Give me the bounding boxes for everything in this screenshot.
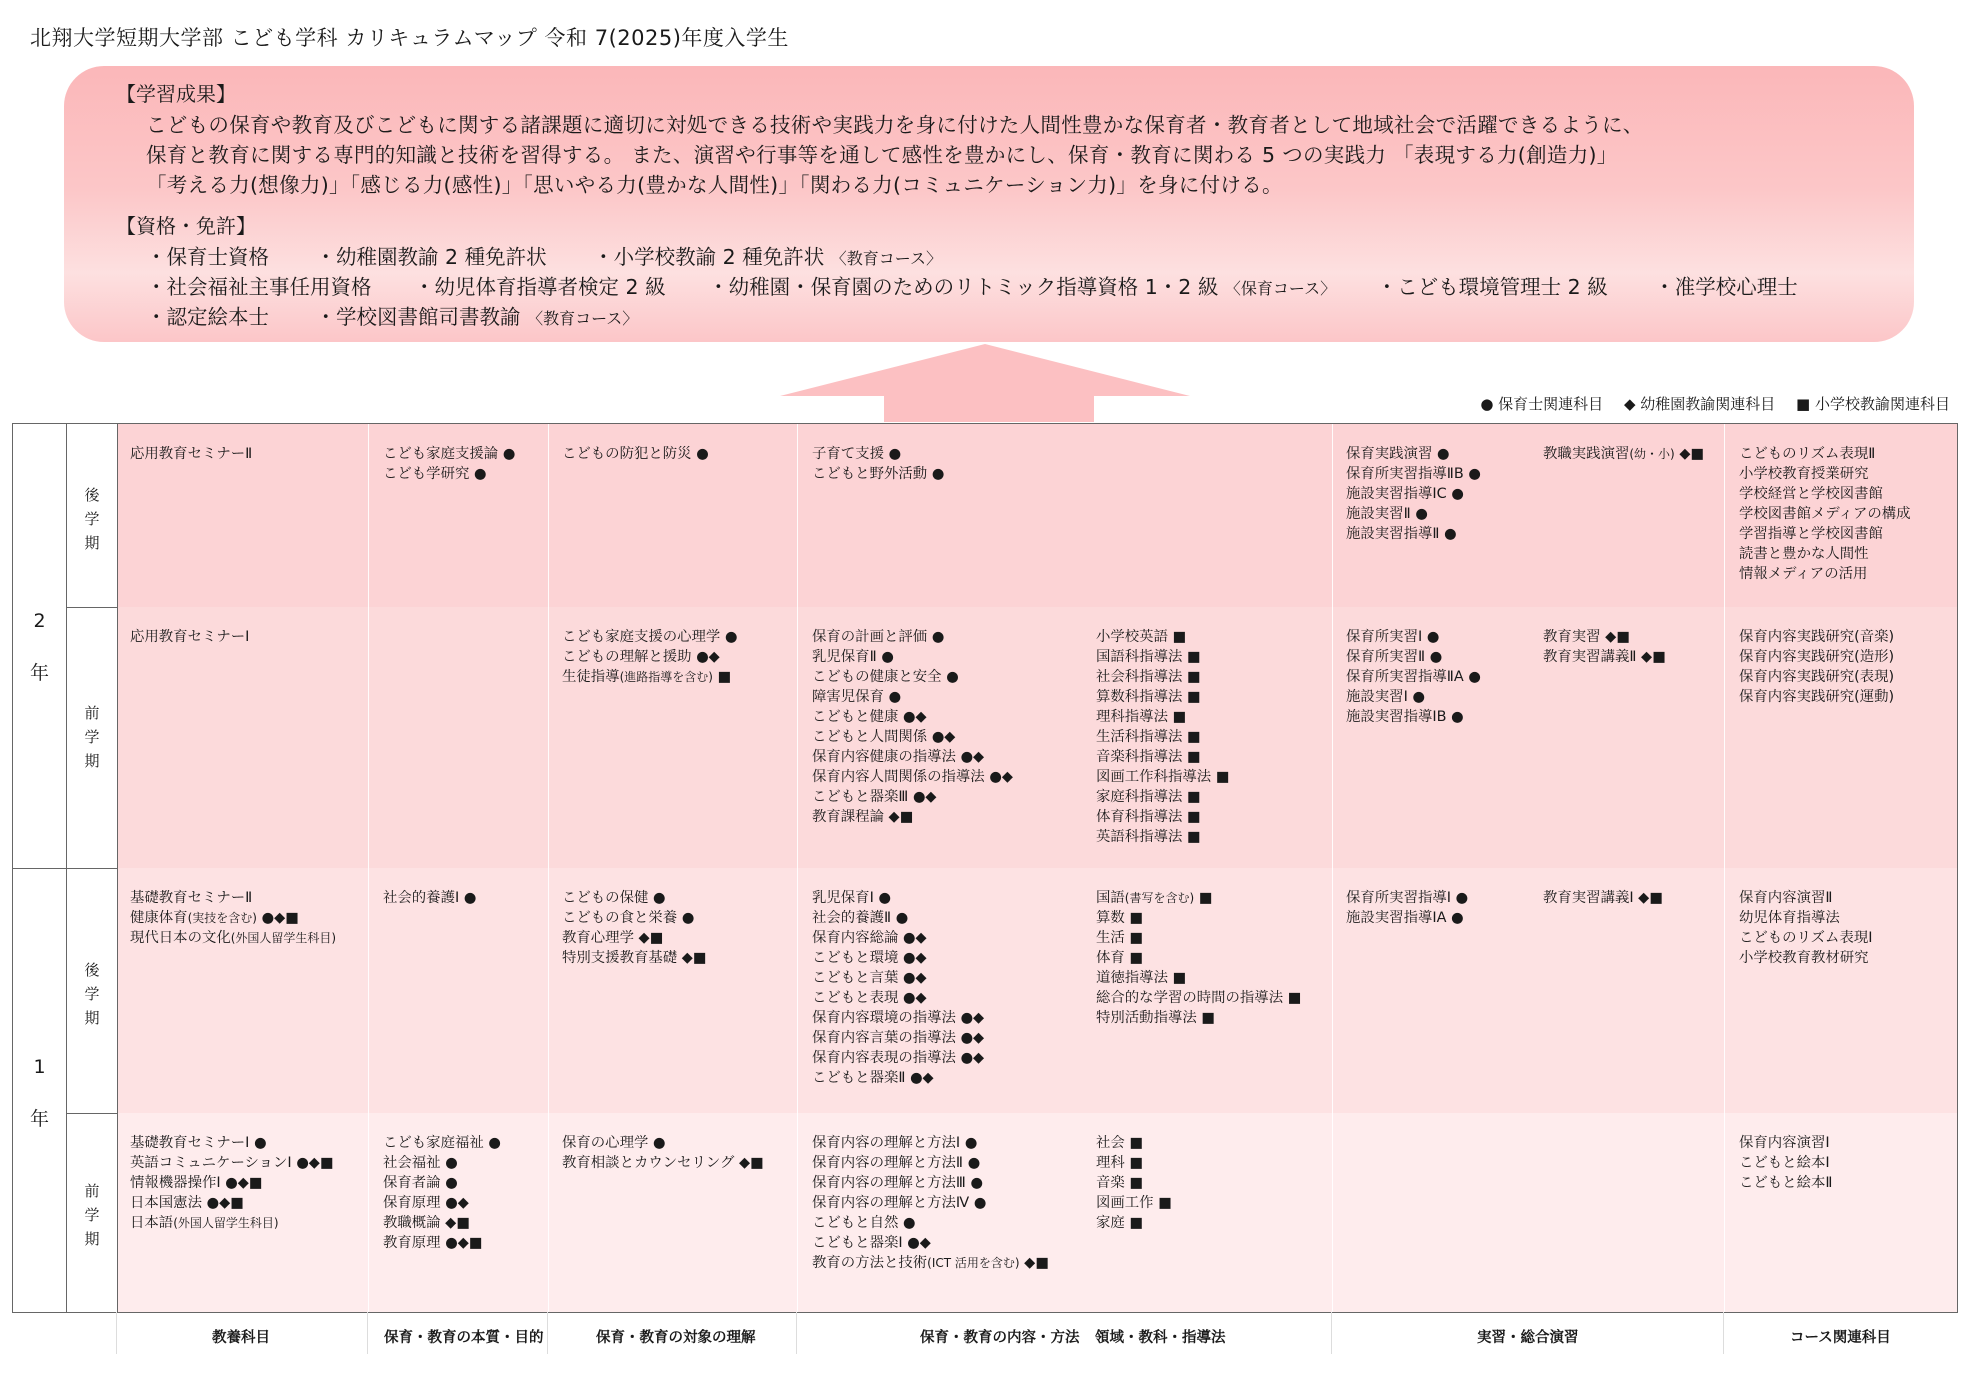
footer-content-methods: 保育・教育の内容・方法 <box>920 1330 1080 1346</box>
course: 社会的養護Ⅱ ● <box>812 910 909 926</box>
footer-labels <box>0 1312 1968 1354</box>
course: 応用教育セミナーⅡ <box>130 446 253 462</box>
course: 施設実習指導ⅠA ● <box>1346 910 1464 926</box>
course: こどもと器楽Ⅱ ●◆ <box>812 1070 934 1086</box>
course: 理科指導法 ■ <box>1096 709 1187 725</box>
course: こども学研究 ● <box>383 466 487 482</box>
qualification-note: 〈保育コース〉 <box>1224 279 1337 298</box>
qualification-item: ・小学校教諭 2 種免許状 <box>593 245 825 269</box>
course: 現代日本の文化(外国人留学生科目) <box>130 930 337 946</box>
course: 小学校英語 ■ <box>1096 629 1187 645</box>
cell-liberal-y2-late <box>130 444 252 464</box>
course: 保育原理 ●◆ <box>383 1195 469 1211</box>
course: 音楽科指導法 ■ <box>1096 749 1201 765</box>
course: 保育の心理学 ● <box>562 1135 666 1151</box>
course: 体育科指導法 ■ <box>1096 809 1201 825</box>
qualification-item: ・幼児体育指導者検定 2 級 <box>414 275 666 299</box>
course: こどもと絵本Ⅱ <box>1739 1175 1833 1191</box>
course: こどもの保健 ● <box>562 890 666 906</box>
course: 保育内容の理解と方法Ⅳ ● <box>812 1195 987 1211</box>
column-divider <box>368 424 369 1312</box>
cell-teaching-practice-y2-late <box>1543 444 1704 464</box>
course: 保育者論 ● <box>383 1175 458 1191</box>
footer-separator <box>547 1312 548 1354</box>
footer-separator <box>796 1312 797 1354</box>
qualification-note: 〈教育コース〉 <box>830 249 942 268</box>
cell-practicum-y2-late <box>1346 444 1481 544</box>
year1-cell <box>13 868 67 1312</box>
legend-elementary: ■ 小学校教諭関連科目 <box>1796 395 1950 413</box>
course: 保育内容総論 ●◆ <box>812 930 927 946</box>
legend-kindergarten: ◆ 幼稚園教諭関連科目 <box>1623 395 1776 413</box>
qualification-item: ・認定絵本士 <box>146 305 269 329</box>
cell-subjects-y2-early <box>1096 627 1229 847</box>
course: 教育実習 ◆■ <box>1543 629 1630 645</box>
row-divider <box>67 1113 118 1114</box>
cell-essence-y1-early <box>383 1133 501 1253</box>
course: 保育内容実践研究(造形) <box>1739 649 1895 665</box>
cell-subjects-y1-late <box>1096 888 1301 1028</box>
cell-course-related-y1-late <box>1739 888 1872 968</box>
course: こどもと人間関係 ●◆ <box>812 729 956 745</box>
course: 情報メディアの活用 <box>1739 566 1868 582</box>
year-number: 1 <box>33 1056 46 1078</box>
qualifications-row <box>146 240 942 270</box>
cell-course-related-y1-early <box>1739 1133 1832 1193</box>
legend-nursery: ● 保育士関連科目 <box>1480 395 1604 413</box>
cell-course-related-y2-early <box>1739 627 1894 707</box>
course: こども家庭福祉 ● <box>383 1135 501 1151</box>
course: 道徳指導法 ■ <box>1096 970 1187 986</box>
course: 健康体育(実技を含む) ●◆■ <box>130 910 299 926</box>
course: 保育所実習Ⅰ ● <box>1346 629 1440 645</box>
cell-liberal-y1-late <box>130 888 336 948</box>
footer-separator <box>1331 1312 1332 1354</box>
qualifications-row <box>146 270 1798 300</box>
course: 国語科指導法 ■ <box>1096 649 1201 665</box>
course: 社会 ■ <box>1096 1135 1143 1151</box>
course: 保育内容人間関係の指導法 ●◆ <box>812 769 1013 785</box>
course: 応用教育セミナーⅠ <box>130 629 250 645</box>
course: 総合的な学習の時間の指導法 ■ <box>1096 990 1302 1006</box>
cell-essence-y2-late <box>383 444 515 484</box>
course: 英語科指導法 ■ <box>1096 829 1201 845</box>
course: こどもの食と栄養 ● <box>562 910 695 926</box>
course: こどもの健康と安全 ● <box>812 669 959 685</box>
course: 保育内容環境の指導法 ●◆ <box>812 1010 985 1026</box>
course: 教職実践演習(幼・小) ◆■ <box>1543 446 1704 462</box>
qualification-item: ・保育士資格 <box>146 245 269 269</box>
qualification-item: ・学校図書館司書教諭 <box>315 305 521 329</box>
footer-liberal-arts: 教養科目 <box>212 1330 270 1346</box>
course: 生徒指導(進路指導を含む) ■ <box>562 669 732 685</box>
course: 音楽 ■ <box>1096 1175 1143 1191</box>
outcomes-banner <box>64 66 1914 342</box>
cell-target-y2-early <box>562 627 737 687</box>
course: 学習指導と学校図書館 <box>1739 526 1883 542</box>
course: こどものリズム表現Ⅰ <box>1739 930 1873 946</box>
course: 基礎教育セミナーⅠ ● <box>130 1135 267 1151</box>
course: 社会的養護Ⅰ ● <box>383 890 477 906</box>
course: 幼児体育指導法 <box>1739 910 1840 926</box>
footer-target-understanding: 保育・教育の対象の理解 <box>596 1330 756 1346</box>
year-label: 年 <box>29 662 49 684</box>
outcomes-heading: 【学習成果】 <box>116 82 236 106</box>
course: 施設実習指導Ⅱ ● <box>1346 526 1457 542</box>
course: 保育所実習指導ⅡA ● <box>1346 669 1481 685</box>
course: こどもと表現 ●◆ <box>812 990 927 1006</box>
course: 保育所実習指導ⅡB ● <box>1346 466 1481 482</box>
course: 乳児保育Ⅰ ● <box>812 890 891 906</box>
column-divider <box>548 424 549 1312</box>
course: 保育内容表現の指導法 ●◆ <box>812 1050 985 1066</box>
course: 学校経営と学校図書館 <box>1739 486 1883 502</box>
course: 教育相談とカウンセリング ◆■ <box>562 1155 764 1171</box>
cell-liberal-y2-early <box>130 627 249 647</box>
course: こどもと健康 ●◆ <box>812 709 927 725</box>
course: 教育実習講義Ⅱ ◆■ <box>1543 649 1666 665</box>
course: 小学校教育授業研究 <box>1739 466 1869 482</box>
course: こどものリズム表現Ⅱ <box>1739 446 1876 462</box>
semester-early: 前 学 期 <box>67 608 118 868</box>
footer-subjects-methods: 領域・教科・指導法 <box>1095 1330 1226 1346</box>
course: 保育内容実践研究(音楽) <box>1739 629 1895 645</box>
course: こどもと野外活動 ● <box>812 466 945 482</box>
qualification-item: ・幼稚園・保育園のためのリトミック指導資格 1・2 級 <box>708 275 1219 299</box>
cell-teaching-practice-y1-late <box>1543 888 1663 908</box>
outcomes-line: 「考える力(想像力)」「感じる力(感性)」「思いやる力(豊かな人間性)」「関わる力(コミュニケーション力)」を身に付ける。 <box>146 173 1283 197</box>
course: 算数科指導法 ■ <box>1096 689 1201 705</box>
row-divider <box>67 607 118 608</box>
course: 家庭 ■ <box>1096 1215 1143 1231</box>
course: 生活 ■ <box>1096 930 1143 946</box>
course: 社会科指導法 ■ <box>1096 669 1201 685</box>
qualifications-row <box>146 300 638 330</box>
page-title: 北翔大学短期大学部 こども学科 カリキュラムマップ 令和 7(2025)年度入学生 <box>30 26 789 50</box>
footer-separator <box>1723 1312 1724 1354</box>
course: 障害児保育 ● <box>812 689 902 705</box>
course: 生活科指導法 ■ <box>1096 729 1201 745</box>
course: 体育 ■ <box>1096 950 1143 966</box>
course: こどもの防犯と防災 ● <box>562 446 709 462</box>
course: 基礎教育セミナーⅡ <box>130 890 253 906</box>
cell-practicum-y1-late <box>1346 888 1468 928</box>
course: 情報機器操作Ⅰ ●◆■ <box>130 1175 263 1191</box>
course: 教育原理 ●◆■ <box>383 1235 483 1251</box>
course: 保育内容の理解と方法Ⅲ ● <box>812 1175 983 1191</box>
outcomes-line: こどもの保育や教育及びこどもに関する諸課題に適切に対処できる技術や実践力を身に付けた人間性豊かな保育者・教育者として地域社会で活躍できるように、 <box>146 113 1644 137</box>
footer-separator <box>116 1312 117 1354</box>
course: 施設実習Ⅰ ● <box>1346 689 1425 705</box>
course: こどもと器楽Ⅲ ●◆ <box>812 789 937 805</box>
course: 保育内容の理解と方法Ⅱ ● <box>812 1155 981 1171</box>
qualification-item: ・社会福祉主事任用資格 <box>146 275 372 299</box>
course: 小学校教育教材研究 <box>1739 950 1869 966</box>
footer-separator <box>367 1312 368 1354</box>
column-divider <box>1332 424 1333 1312</box>
footer-course-related: コース関連科目 <box>1790 1330 1891 1346</box>
course: 読書と豊かな人間性 <box>1739 546 1869 562</box>
cell-teaching-practice-y2-early <box>1543 627 1666 667</box>
year-label: 年 <box>29 1108 49 1130</box>
course: 教育課程論 ◆■ <box>812 809 914 825</box>
semester-late: 後 学 期 <box>67 869 118 1113</box>
course: 保育内容演習Ⅱ <box>1739 890 1833 906</box>
semester-early: 前 学 期 <box>67 1114 118 1312</box>
cell-content-y2-late <box>812 444 944 484</box>
cell-target-y1-early <box>562 1133 764 1173</box>
column-divider <box>797 424 798 1312</box>
qualification-note: 〈教育コース〉 <box>527 309 639 328</box>
course: 図画工作 ■ <box>1096 1195 1172 1211</box>
cell-target-y2-late <box>562 444 709 464</box>
course: 施設実習指導ⅠC ● <box>1346 486 1464 502</box>
course: 施設実習Ⅱ ● <box>1346 506 1428 522</box>
course: 図画工作科指導法 ■ <box>1096 769 1230 785</box>
course: 教職概論 ◆■ <box>383 1215 470 1231</box>
cell-course-related-y2-late <box>1739 444 1911 584</box>
course: 保育所実習Ⅱ ● <box>1346 649 1443 665</box>
curriculum-grid <box>12 423 1958 1313</box>
course: 日本語(外国人留学生科目) <box>130 1215 279 1231</box>
course: 日本国憲法 ●◆■ <box>130 1195 244 1211</box>
cell-liberal-y1-early <box>130 1133 333 1233</box>
course: 教育の方法と技術(ICT 活用を含む) ◆■ <box>812 1255 1049 1271</box>
column-divider <box>1724 424 1725 1312</box>
cell-practicum-y2-early <box>1346 627 1481 727</box>
course: こどもと絵本Ⅰ <box>1739 1155 1830 1171</box>
course: 特別支援教育基礎 ◆■ <box>562 950 707 966</box>
cell-subjects-y1-early <box>1096 1133 1172 1233</box>
qualification-item: ・こども環境管理士 2 級 <box>1376 275 1608 299</box>
course: 社会福祉 ● <box>383 1155 458 1171</box>
qualifications-heading: 【資格・免許】 <box>116 214 256 238</box>
footer-practicum: 実習・総合演習 <box>1477 1330 1579 1346</box>
footer-essence: 保育・教育の本質・目的 <box>384 1330 544 1346</box>
up-arrow-head <box>780 344 1190 396</box>
cell-essence-y1-late <box>383 888 476 908</box>
up-arrow-stem <box>884 395 1094 422</box>
course: 算数 ■ <box>1096 910 1143 926</box>
course: 学校図書館メディアの構成 <box>1739 506 1911 522</box>
course: こども家庭支援論 ● <box>383 446 516 462</box>
course: 保育内容言葉の指導法 ●◆ <box>812 1030 985 1046</box>
row-divider <box>13 868 118 869</box>
course: 家庭科指導法 ■ <box>1096 789 1201 805</box>
cell-content-y1-late <box>812 888 984 1088</box>
course: 子育て支援 ● <box>812 446 902 462</box>
course: こどもと環境 ●◆ <box>812 950 927 966</box>
course: 施設実習指導ⅠB ● <box>1346 709 1464 725</box>
legend <box>1480 393 1950 414</box>
course: 教育心理学 ◆■ <box>562 930 664 946</box>
course: 保育内容実践研究(表現) <box>1739 669 1895 685</box>
course: 保育内容実践研究(運動) <box>1739 689 1895 705</box>
course: こどもと自然 ● <box>812 1215 916 1231</box>
cell-target-y1-late <box>562 888 706 968</box>
qualification-item: ・幼稚園教諭 2 種免許状 <box>315 245 547 269</box>
band-year2-early <box>118 607 1957 868</box>
course: こどもと器楽Ⅰ ●◆ <box>812 1235 931 1251</box>
course: 国語(書写を含む) ■ <box>1096 890 1213 906</box>
course: 乳児保育Ⅱ ● <box>812 649 894 665</box>
cell-content-y1-early <box>812 1133 1049 1273</box>
course: 保育実践演習 ● <box>1346 446 1450 462</box>
year-number: 2 <box>33 610 46 632</box>
course: こどもと言葉 ●◆ <box>812 970 927 986</box>
outcomes-line: 保育と教育に関する専門的知識と技術を習得する。 また、演習や行事等を通して感性を豊かにし、保育・教育に関わる 5 つの実践力 「表現する力(創造力)」 <box>146 143 1618 167</box>
course: こどもの理解と援助 ●◆ <box>562 649 720 665</box>
course: 保育内容の理解と方法Ⅰ ● <box>812 1135 978 1151</box>
year2-cell <box>13 424 67 869</box>
semester-late: 後 学 期 <box>67 424 118 607</box>
course: 保育所実習指導Ⅰ ● <box>1346 890 1469 906</box>
course: 保育の計画と評価 ● <box>812 629 945 645</box>
course: 英語コミュニケーションⅠ ●◆■ <box>130 1155 334 1171</box>
course: 特別活動指導法 ■ <box>1096 1010 1215 1026</box>
course: 保育内容演習Ⅰ <box>1739 1135 1830 1151</box>
course: 教育実習講義Ⅰ ◆■ <box>1543 890 1663 906</box>
qualification-item: ・准学校心理士 <box>1654 275 1798 299</box>
course: こども家庭支援の心理学 ● <box>562 629 738 645</box>
course: 保育内容健康の指導法 ●◆ <box>812 749 985 765</box>
course: 理科 ■ <box>1096 1155 1143 1171</box>
cell-content-y2-early <box>812 627 1013 827</box>
